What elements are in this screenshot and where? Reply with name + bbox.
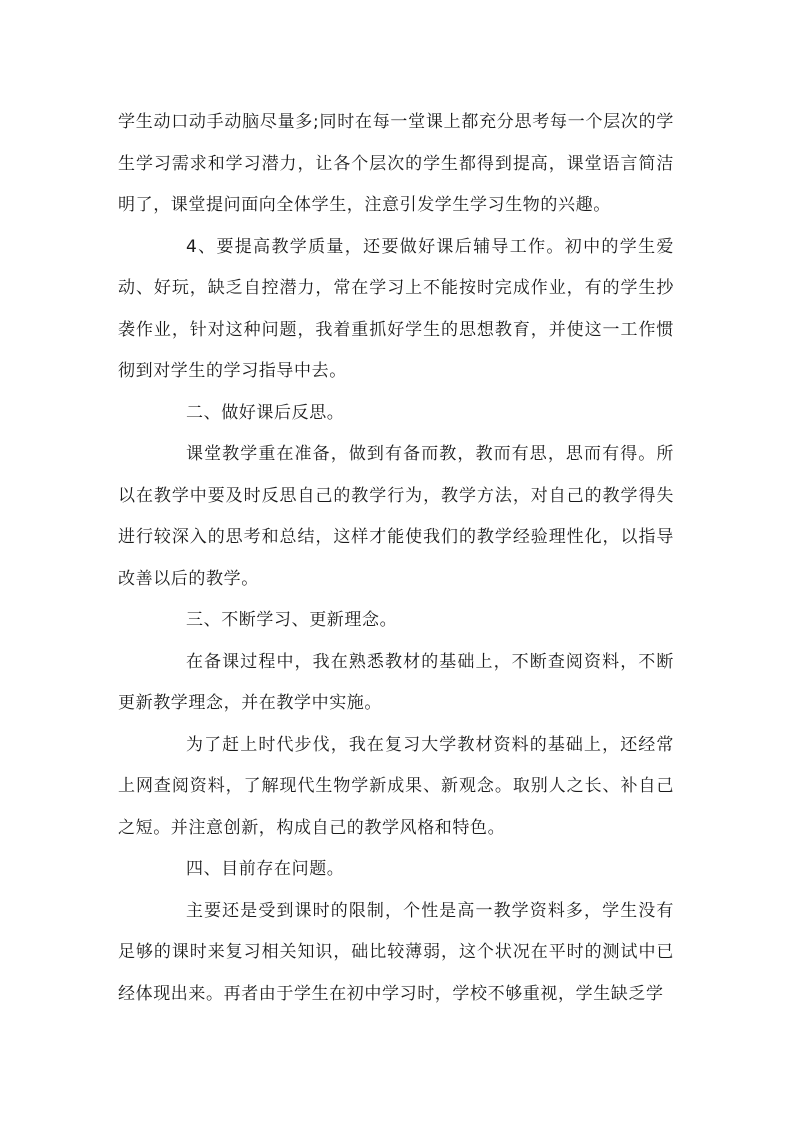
paragraph-2: 4、要提高教学质量，还要做好课后辅导工作。初中的学生爱动、好玩，缺乏自控潜力，常在学习上不能按时完成作业，有的学生抄袭作业，针对这种问题，我着重抓好学生的思想教育，并使这一工作惯彻到对学生的学习指导中去。 [118, 236, 674, 381]
paragraph-4: 在备课过程中，我在熟悉教材的基础上，不断查阅资料，不断更新教学理念，并在教学中实施。 [118, 651, 674, 713]
section-heading-4: 四、目前存在问题。 [186, 859, 345, 879]
section-heading-3: 三、不断学习、更新理念。 [186, 610, 398, 630]
paragraph-5: 为了赶上时代步伐，我在复习大学教材资料的基础上，还经常上网查阅资料，了解现代生物学新成果、新观念。取别人之长、补自己之短。并注意创新，构成自己的教学风格和特色。 [118, 734, 674, 838]
paragraph-6: 主要还是受到课时的限制，个性是高一教学资料多，学生没有足够的课时来复习相关知识，础比较薄弱，这个状况在平时的测试中已经体现出来。再者由于学生在初中学习时，学校不够重视，学生缺乏学 [118, 900, 674, 1004]
paragraph-3: 课堂教学重在准备，做到有备而教，教而有思，思而有得。所以在教学中要及时反思自己的教学行为，教学方法，对自己的教学得失进行较深入的思考和总结，这样才能使我们的教学经验理性化，以指导改善以后的教学。 [118, 444, 674, 589]
document-body [118, 102, 674, 1015]
paragraph-1: 学生动口动手动脑尽量多;同时在每一堂课上都充分思考每一个层次的学生学习需求和学习潜力，让各个层次的学生都得到提高，课堂语言简洁明了，课堂提问面向全体学生，注意引发学生学习生物的兴趣。 [118, 112, 674, 215]
section-heading-2: 二、做好课后反思。 [186, 402, 345, 423]
